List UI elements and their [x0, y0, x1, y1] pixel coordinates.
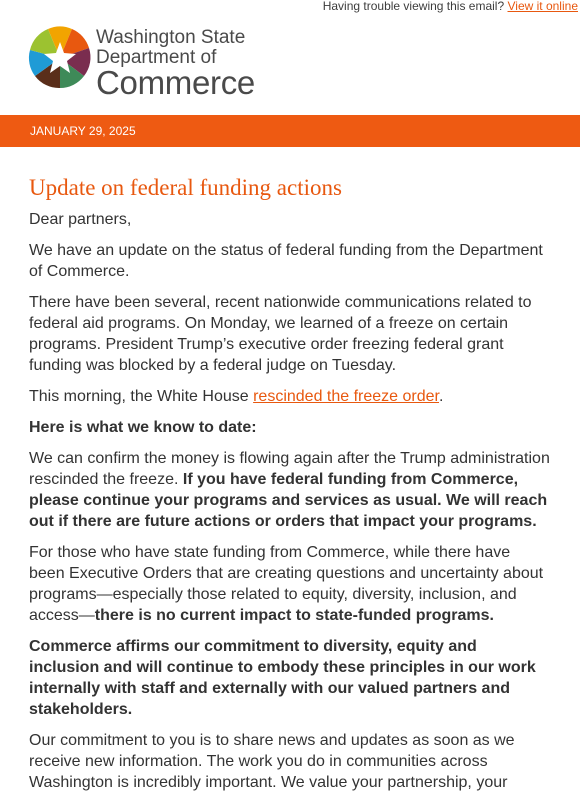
publish-date: JANUARY 29, 2025: [30, 124, 136, 138]
paragraph-5-text: For those who have state funding from Commerce, while there have been Executive Orders that are creating questions and uncertainty about programs—especially those related to equity, diversity, inclusion, and access—: [29, 544, 544, 624]
paragraph-4-bold: If you have federal funding from Commerce, please continue your programs and services as usual. We will reach out if there are future actions or orders that impact your programs.: [29, 471, 548, 530]
paragraph-3-text-before: This morning, the White House: [29, 388, 254, 405]
wordmark-line-1: Washington State: [96, 27, 246, 48]
paragraph-2: There have been several, recent nationwide communications related to federal aid programs. On Monday, we learned of a freeze on certain programs. President Trump’s executive order freezing federal grant funding was blocked by a federal judge on Tuesday.: [29, 294, 532, 374]
paragraph-1: We have an update on the status of federal funding from the Department of Commerce.: [29, 242, 543, 280]
header-logo: [0, 14, 580, 115]
view-online-link[interactable]: View it online: [507, 0, 578, 13]
greeting: Dear partners,: [29, 211, 132, 228]
what-we-know-heading: [29, 417, 550, 438]
wordmark-line-2: Department of: [96, 47, 217, 68]
date-banner: [0, 115, 580, 147]
article-title: Update on federal funding actions: [29, 175, 342, 200]
what-we-know-heading-text: Here is what we know to date:: [29, 419, 257, 436]
paragraph-5-bold: there is no current impact to state-funded programs.: [94, 607, 494, 624]
paragraph-7: Our commitment to you is to share news and updates as soon as we receive new information. The work you do in communities across Washington is incredibly important. We value your partnership, your: [29, 732, 515, 791]
article-body: [0, 147, 580, 793]
paragraph-4: [29, 448, 550, 532]
trouble-viewing-text: Having trouble viewing this email?: [322, 0, 505, 13]
paragraph-5: [29, 542, 550, 626]
star-pinwheel-logo-icon: [28, 26, 92, 90]
wordmark-line-3: Commerce: [96, 64, 255, 101]
view-online-bar: [0, 0, 580, 14]
paragraph-6: [29, 636, 550, 720]
rescinded-freeze-order-link[interactable]: rescinded the freeze order: [253, 388, 439, 405]
paragraph-4-text: We can confirm the money is flowing again after the Trump administration rescinded the freeze.: [29, 450, 550, 488]
paragraph-3: [29, 386, 550, 407]
paragraph-6-bold: Commerce affirms our commitment to diversity, equity and inclusion and will continue to embody these principles in our work internally with staff and externally with our valued partners and stakeholders.: [29, 638, 536, 718]
agency-wordmark: [96, 27, 255, 101]
paragraph-3-text-after: .: [438, 388, 444, 405]
